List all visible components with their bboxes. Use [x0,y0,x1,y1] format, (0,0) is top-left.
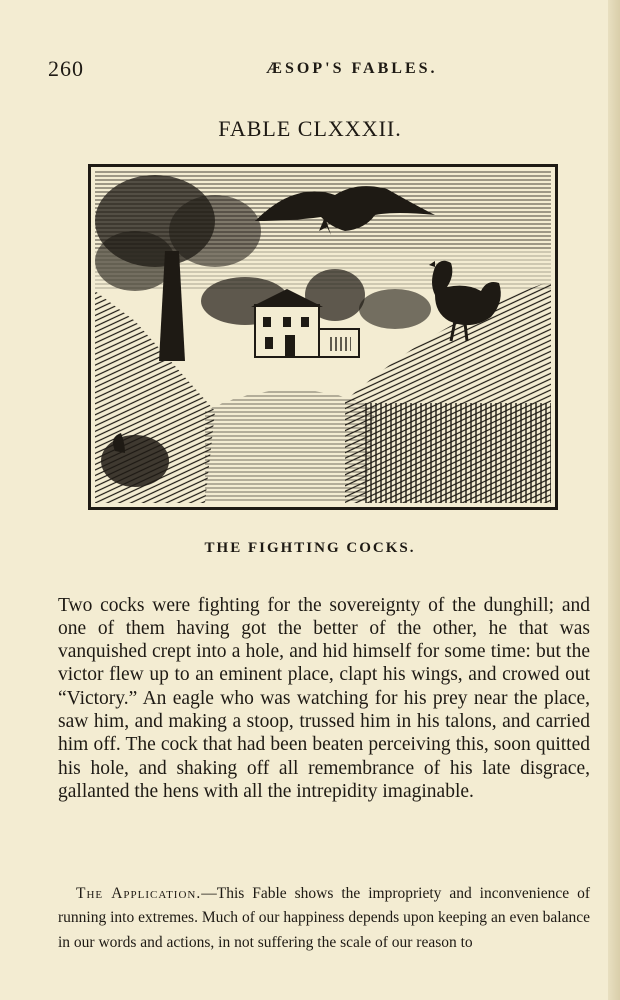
page-spine-edge [608,0,620,1000]
page-number: 260 [48,56,84,81]
woodcut-illustration [88,164,558,510]
application-paragraph [58,882,590,956]
running-head [48,56,588,84]
woodcut-scene [95,171,551,503]
fable-body-text: Two cocks were fighting for the sovereignty of the dunghill; and one of them having got the better of the other, he that was vanquished crept into a hole, and hid himself for some time: but the victor flew up to an eminent place, clapt his wings, and crowed out “Victory.” An eagle who was watching for his prey near the place, saw him, and making a stoop, trussed him in his talons, and carried him off. The cock that had been beaten perceiving this, soon quitted his hole, and shaking off all remembrance of his late disgrace, gallanted the hens with all the intrepidity imaginable. [58,594,590,802]
fable-title: THE FIGHTING COCKS. [204,540,416,556]
ground-path [205,390,375,503]
cliff-face [365,403,551,503]
fable-number: FABLE CLXXXII. [218,116,402,141]
application-label: The Application. [76,884,202,902]
application-text: —This Fable shows the impropriety and inconvenience of running into extremes. Much of our happiness depends upon keeping an even balance in our words and actions, in not suffering the scale of our reason to [58,884,591,951]
book-title: ÆSOP'S FABLES. [266,60,438,77]
